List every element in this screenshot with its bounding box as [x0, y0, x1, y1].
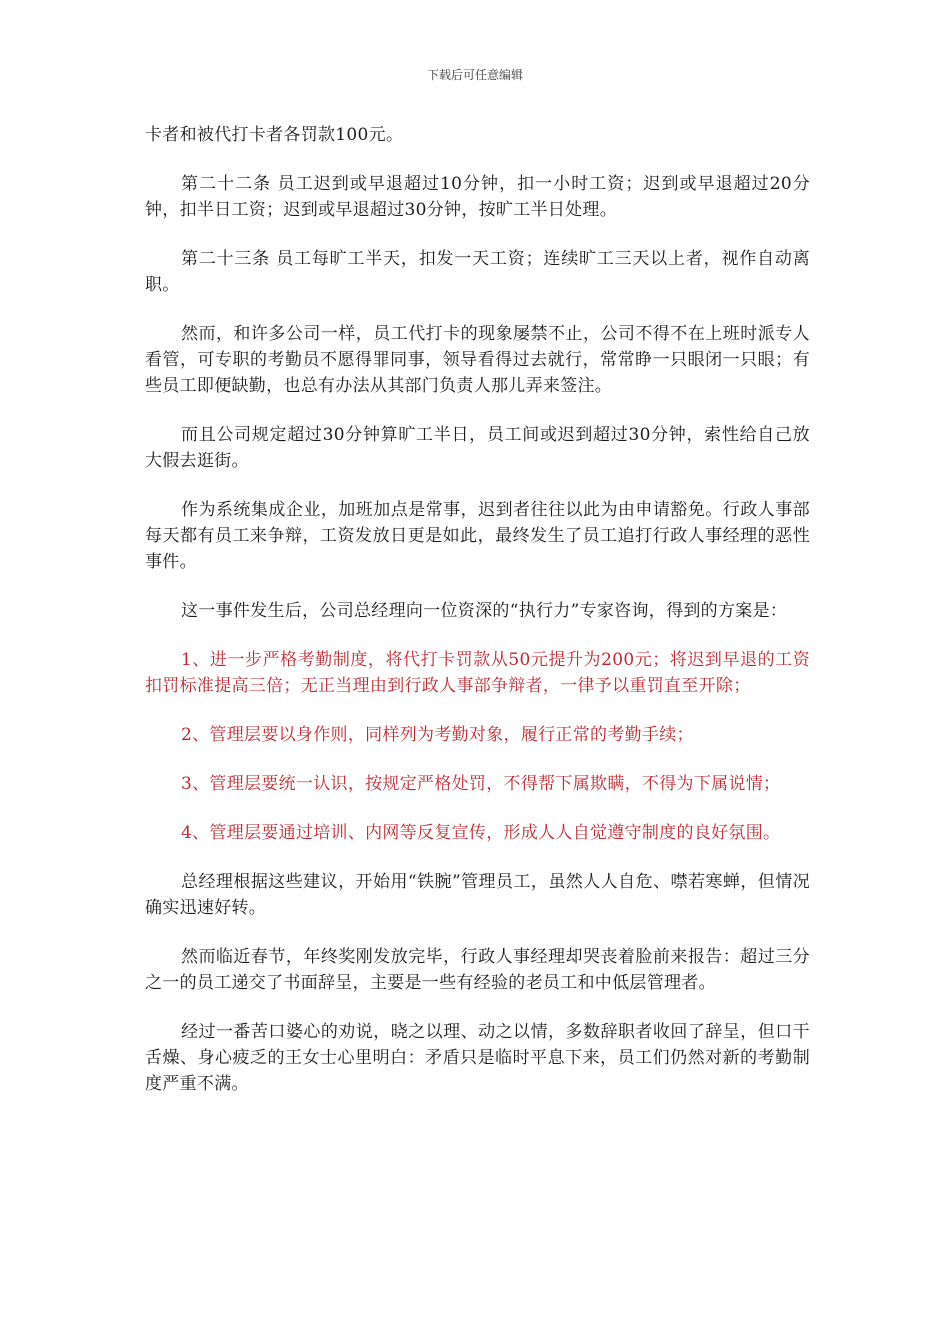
paragraph-expert-consultation: 这一事件发生后，公司总经理向一位资深的“执行力”专家咨询，得到的方案是：: [181, 601, 788, 621]
paragraph-proposal-2: 2、管理层要以身作则，同样列为考勤对象，履行正常的考勤手续；: [181, 725, 694, 745]
paragraph-overtime-disputes: 作为系统集成企业，加班加点是常事，迟到者往往以此为由申请豁免。行政人事部每天都有员工来争辩，工资发放日更是如此，最终发生了员工追打行政人事经理的恶性事件。: [145, 500, 810, 572]
paragraph-article-22: 第二十二条 员工迟到或早退超过10分钟，扣一小时工资；迟到或早退超过20分钟，扣半日工资；迟到或早退超过30分钟，按旷工半日处理。: [145, 174, 810, 220]
page-header: 下载后可任意编辑: [426, 68, 523, 82]
paragraph-penalty-continuation: 卡者和被代打卡者各罚款100元。: [145, 125, 404, 145]
paragraph-iron-fist-management: 总经理根据这些建议，开始用“铁腕”管理员工，虽然人人自危、噤若寒蝉，但情况确实迅速好转。: [145, 872, 810, 918]
paragraph-lingering-discontent: 经过一番苦口婆心的劝说，晓之以理、动之以情，多数辞职者收回了辞呈，但口干舌燥、身心疲乏的王女士心里明白：矛盾只是临时平息下来，员工们仍然对新的考勤制度严重不满。: [145, 1022, 810, 1094]
document-body: [145, 122, 810, 1120]
paragraph-article-23: 第二十三条 员工每旷工半天，扣发一天工资；连续旷工三天以上者，视作自动离职。: [145, 249, 810, 295]
paragraph-proposal-1: 1、进一步严格考勤制度，将代打卡罚款从50元提升为200元；将迟到早退的工资扣罚标准提高三倍；无正当理由到行政人事部争辩者，一律予以重罚直至开除；: [145, 650, 810, 696]
paragraph-resignations: 然而临近春节，年终奖刚发放完毕，行政人事经理却哭丧着脸前来报告：超过三分之一的员工递交了书面辞呈，主要是一些有经验的老员工和中低层管理者。: [145, 947, 810, 993]
paragraph-absence-loophole: 而且公司规定超过30分钟算旷工半日，员工间或迟到超过30分钟，索性给自己放大假去逛街。: [145, 425, 810, 471]
paragraph-proposal-4: 4、管理层要通过培训、内网等反复宣传，形成人人自觉遵守制度的良好氛围。: [181, 823, 781, 843]
paragraph-proposal-3: 3、管理层要统一认识，按规定严格处罚，不得帮下属欺瞒，不得为下属说情；: [181, 774, 781, 794]
paragraph-proxy-clocking-problem: 然而，和许多公司一样，员工代打卡的现象屡禁不止，公司不得不在上班时派专人看管，可专职的考勤员不愿得罪同事，领导看得过去就行，常常睁一只眼闭一只眼；有些员工即便缺勤，也总有办法从其部门负责人那儿弄来签注。: [145, 324, 810, 396]
